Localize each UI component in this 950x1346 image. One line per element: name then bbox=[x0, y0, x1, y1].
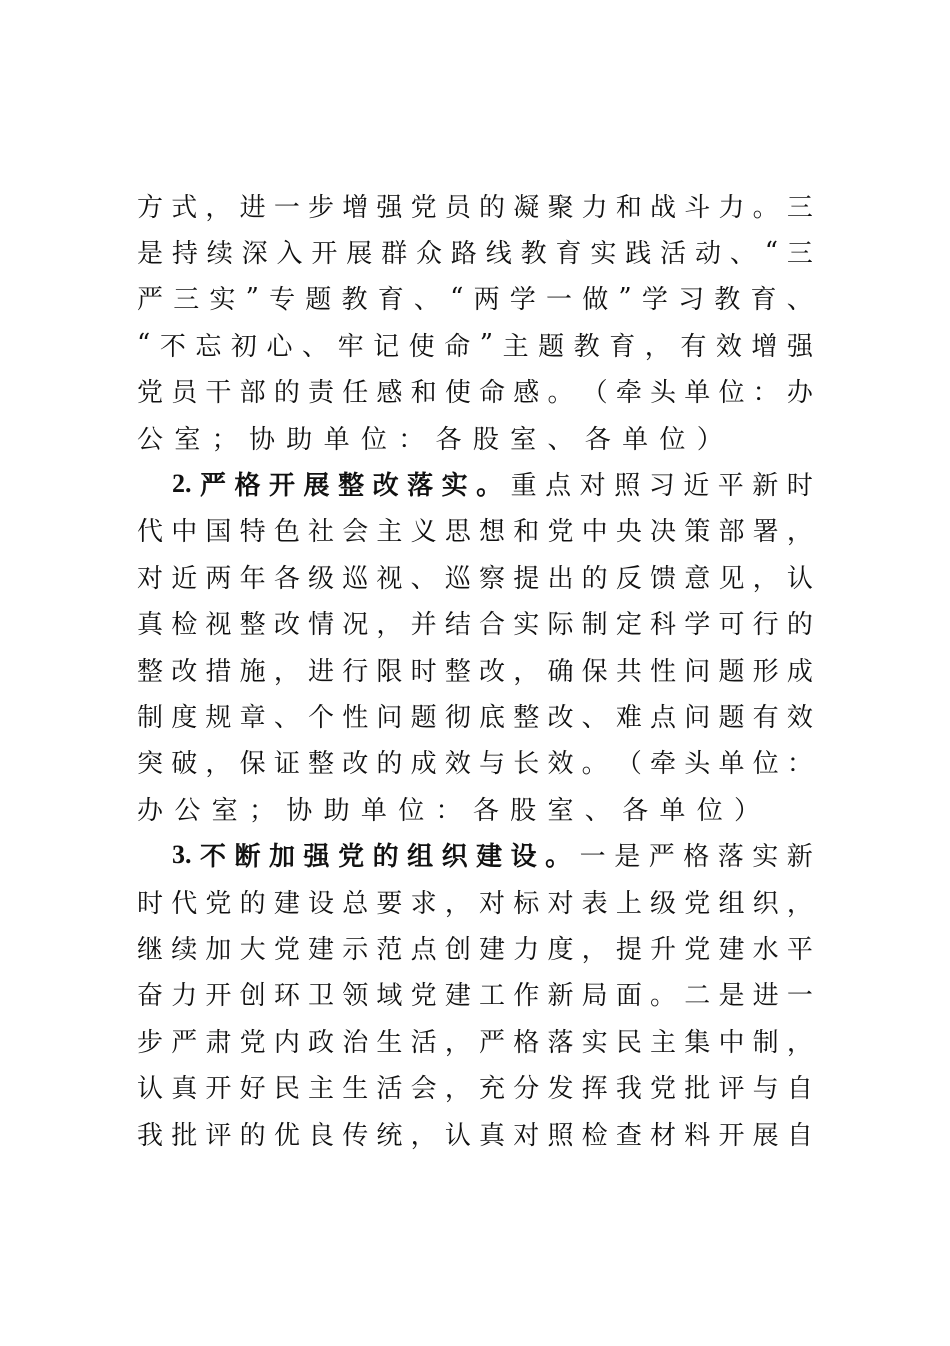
text-line: “ 不 忘 初 心 、 牢 记 使 命 ” 主 题 教 育 ， 有 效 增 强 bbox=[137, 329, 813, 362]
text-line: 时 代 党 的 建 设 总 要 求 ， 对 标 对 表 上 级 党 组 织 ， bbox=[137, 888, 813, 919]
text-line: 办 公 室 ； 协 助 单 位 ： 各 股 室 、 各 单 位 ） bbox=[137, 795, 761, 826]
document-body bbox=[137, 182, 813, 1156]
text-line: 制 度 规 章 、 个 性 问 题 彻 底 整 改 、 难 点 问 题 有 效 bbox=[137, 702, 813, 733]
text-line: 党 员 干 部 的 责 任 感 和 使 命 感 。 （ 牵 头 单 位 ： 办 bbox=[137, 378, 813, 409]
text-line: 3. 不 断 加 强 党 的 组 织 建 设 。 一 是 严 格 落 实 新 bbox=[172, 839, 813, 873]
text-line: 对 近 两 年 各 级 巡 视 、 巡 察 提 出 的 反 馈 意 见 ， 认 bbox=[137, 563, 813, 594]
text-line: 严 三 实 ” 专 题 教 育 、 “ 两 学 一 做 ” 学 习 教 育 、 bbox=[137, 282, 813, 316]
text-line: 继 续 加 大 党 建 示 范 点 创 建 力 度 ， 提 升 党 建 水 平 bbox=[137, 934, 813, 965]
text-line: 我 批 评 的 优 良 传 统 ， 认 真 对 照 检 查 材 料 开 展 自 bbox=[137, 1120, 813, 1151]
text-line: 公 室 ； 协 助 单 位 ： 各 股 室 、 各 单 位 ） bbox=[137, 424, 723, 455]
text-line: 真 检 视 整 改 情 况 ， 并 结 合 实 际 制 定 科 学 可 行 的 bbox=[137, 610, 813, 641]
text-line: 认 真 开 好 民 主 生 活 会 ， 充 分 发 挥 我 党 批 评 与 自 bbox=[137, 1074, 813, 1105]
text-line: 方 式 ， 进 一 步 增 强 党 员 的 凝 聚 力 和 战 斗 力 。 三 bbox=[137, 192, 813, 223]
text-line: 步 严 肃 党 内 政 治 生 活 ， 严 格 落 实 民 主 集 中 制 ， bbox=[137, 1027, 813, 1058]
text-line: 2. 严 格 开 展 整 改 落 实 。 重 点 对 照 习 近 平 新 时 bbox=[172, 468, 813, 502]
text-line: 代 中 国 特 色 社 会 主 义 思 想 和 党 中 央 决 策 部 署 ， bbox=[137, 517, 813, 548]
text-line: 突 破 ， 保 证 整 改 的 成 效 与 长 效 。 （ 牵 头 单 位 ： bbox=[137, 749, 813, 780]
text-line: 整 改 措 施 ， 进 行 限 时 整 改 ， 确 保 共 性 问 题 形 成 bbox=[137, 656, 813, 687]
text-line: 奋 力 开 创 环 卫 领 域 党 建 工 作 新 局 面 。 二 是 进 一 bbox=[137, 981, 813, 1012]
text-line: 是 持 续 深 入 开 展 群 众 路 线 教 育 实 践 活 动 、 “ 三 bbox=[137, 236, 813, 270]
